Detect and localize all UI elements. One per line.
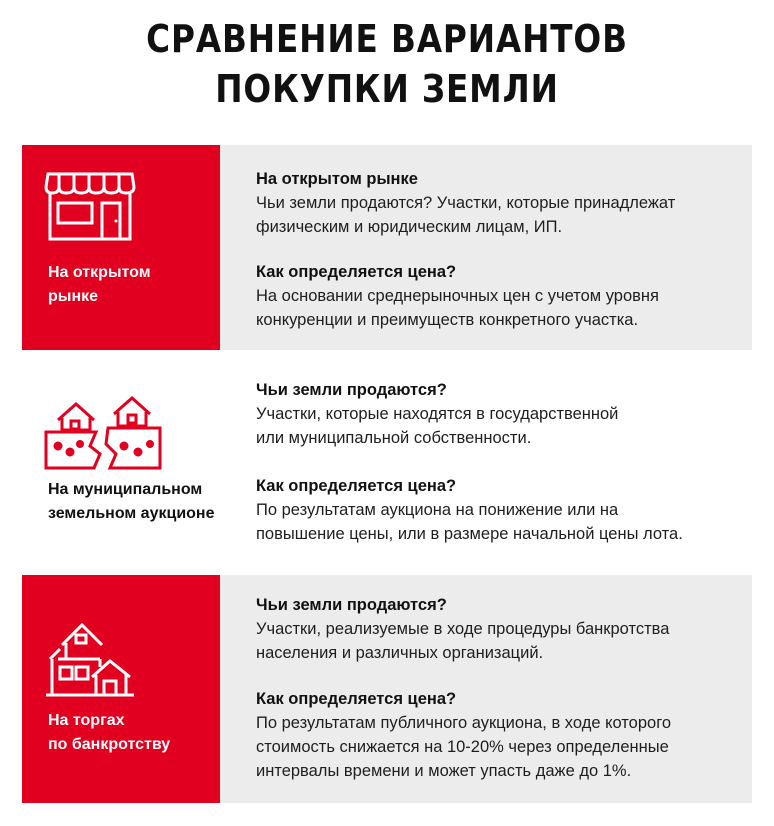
info-block — [256, 260, 742, 332]
row-content — [220, 575, 752, 803]
question: Как определяется цена? — [256, 690, 457, 708]
row-label — [48, 261, 151, 309]
row-open-market — [22, 145, 752, 350]
row-label — [48, 478, 214, 526]
row-label-line: На муниципальном — [48, 481, 203, 498]
info-block — [256, 378, 742, 450]
answer-line: конкуренции и преимуществ конкретного участка. — [256, 311, 639, 329]
question: Чьи земли продаются? — [256, 381, 447, 399]
info-block — [256, 687, 742, 783]
row-label-line: по банкротству — [48, 736, 171, 753]
info-block — [256, 474, 742, 546]
split-land-houses-icon — [44, 390, 164, 470]
row-label-panel — [22, 368, 220, 558]
question: Чьи земли продаются? — [256, 596, 447, 614]
answer-line: Участки, которые находятся в государственной — [256, 405, 619, 423]
answer-line: интервалы времени и может упасть даже до 1%. — [256, 762, 632, 780]
row-content — [220, 368, 752, 558]
info-block — [256, 167, 742, 239]
row-label-line: земельном аукционе — [48, 505, 215, 522]
row-label-line: рынке — [48, 288, 99, 305]
title-line-1: СРАВНЕНИЕ ВАРИАНТОВ — [146, 17, 628, 61]
row-label-line: На открытом — [48, 264, 151, 281]
row-bankruptcy — [22, 575, 752, 803]
question: Как определяется цена? — [256, 263, 457, 281]
answer-line: населения и различных организаций. — [256, 644, 544, 662]
page-title — [54, 14, 720, 114]
storefront-icon — [44, 171, 136, 243]
answer-line: По результатам аукциона на понижение или на — [256, 501, 619, 519]
answer-line: По результатам публичного аукциона, в ходе которого — [256, 714, 672, 732]
answer-line: повышение цены, или в размере начальной цены лота. — [256, 525, 683, 543]
answer-line: стоимость снижается на 10-20% через определенные — [256, 738, 669, 756]
row-municipal-auction — [22, 368, 752, 558]
row-label-panel — [22, 145, 220, 350]
question: На открытом рынке — [256, 170, 418, 188]
question: Как определяется цена? — [256, 477, 457, 495]
info-block — [256, 593, 742, 665]
answer-line: Чьи земли продаются? Участки, которые принадлежат — [256, 194, 676, 212]
answer-line: На основании среднерыночных цен с учетом уровня — [256, 287, 659, 305]
title-line-2: ПОКУПКИ ЗЕМЛИ — [215, 67, 559, 111]
row-label-panel — [22, 575, 220, 803]
answer-line: или муниципальной собственности. — [256, 429, 532, 447]
row-content — [220, 145, 752, 350]
answer-line: Участки, реализуемые в ходе процедуры банкротства — [256, 620, 670, 638]
answer-line: физическим и юридическим лицам, ИП. — [256, 218, 563, 236]
row-label-line: На торгах — [48, 712, 125, 729]
houses-icon — [44, 619, 136, 699]
row-label — [48, 709, 170, 757]
